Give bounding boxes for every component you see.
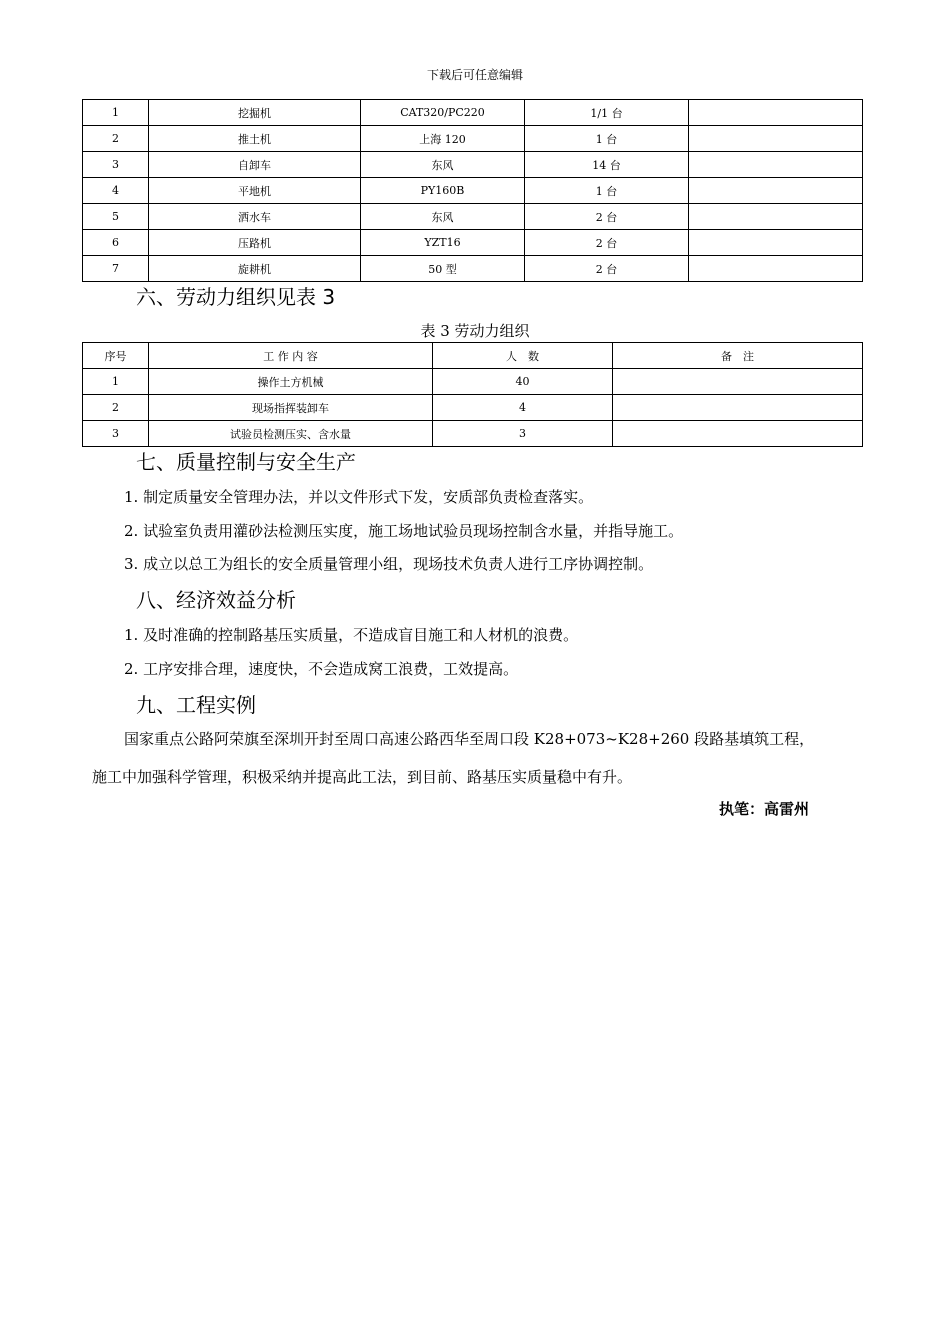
- header-cell: 序号: [83, 343, 149, 369]
- equipment-row: [83, 204, 863, 230]
- table-cell: [689, 100, 863, 126]
- table-cell: [613, 421, 863, 447]
- table-cell: 操作土方机械: [149, 369, 433, 395]
- table-cell: [689, 126, 863, 152]
- table-cell: 3: [83, 421, 149, 447]
- table-cell: 1 台: [525, 126, 689, 152]
- s7-item-2: 2. 试验室负责用灌砂法检测压实度，施工场地试验员现场控制含水量，并指导施工。: [124, 522, 684, 540]
- labor-header-row: [83, 343, 863, 369]
- table-3-caption: 表 3 劳动力组织: [420, 322, 530, 340]
- table-cell: 自卸车: [149, 152, 361, 178]
- author-signature: 执笔：高雷州: [719, 800, 810, 818]
- table-cell: YZT16: [361, 230, 525, 256]
- equipment-row: [83, 126, 863, 152]
- equipment-row: [83, 152, 863, 178]
- table-cell: 东风: [361, 152, 525, 178]
- table-cell: [613, 369, 863, 395]
- table-cell: 4: [83, 178, 149, 204]
- table-cell: 1/1 台: [525, 100, 689, 126]
- section-6-title: 六、劳动力组织见表 3: [136, 285, 336, 309]
- table-cell: [689, 204, 863, 230]
- table-cell: 3: [83, 152, 149, 178]
- table-cell: 现场指挥装卸车: [149, 395, 433, 421]
- table-cell: 旋耕机: [149, 256, 361, 282]
- table-cell: 挖掘机: [149, 100, 361, 126]
- table-cell: 4: [433, 395, 613, 421]
- table-cell: 东风: [361, 204, 525, 230]
- equipment-row: [83, 230, 863, 256]
- table-cell: 7: [83, 256, 149, 282]
- table-cell: 上海 120: [361, 126, 525, 152]
- table-cell: [689, 256, 863, 282]
- table-cell: PY160B: [361, 178, 525, 204]
- table-cell: 洒水车: [149, 204, 361, 230]
- page-header: 下载后可任意编辑: [426, 68, 523, 82]
- header-cell: 工 作 内 容: [149, 343, 433, 369]
- labor-table: [82, 342, 863, 447]
- s9-paragraph-line-2: 施工中加强科学管理，积极采纳并提高此工法，到目前、路基压实质量稳中有升。: [92, 768, 633, 786]
- header-cell: 人 数: [433, 343, 613, 369]
- s7-item-1: 1. 制定质量安全管理办法，并以文件形式下发，安质部负责检查落实。: [124, 488, 594, 506]
- table-cell: 推土机: [149, 126, 361, 152]
- table-cell: 2: [83, 395, 149, 421]
- labor-row: [83, 421, 863, 447]
- labor-row: [83, 369, 863, 395]
- table-cell: 试验员检测压实、含水量: [149, 421, 433, 447]
- table-cell: 1 台: [525, 178, 689, 204]
- table-cell: CAT320/PC220: [361, 100, 525, 126]
- table-cell: 压路机: [149, 230, 361, 256]
- equipment-row: [83, 256, 863, 282]
- table-cell: 1: [83, 369, 149, 395]
- s9-paragraph-line-1: 国家重点公路阿荣旗至深圳开封至周口高速公路西华至周口段 K28+073~K28+260 段路基填筑工程，: [124, 730, 815, 748]
- equipment-table: [82, 99, 863, 282]
- table-cell: 2 台: [525, 230, 689, 256]
- table-cell: 2 台: [525, 256, 689, 282]
- s8-item-2: 2. 工序安排合理，速度快，不会造成窝工浪费，工效提高。: [124, 660, 519, 678]
- equipment-row: [83, 178, 863, 204]
- table-cell: 40: [433, 369, 613, 395]
- table-cell: [689, 178, 863, 204]
- table-cell: 1: [83, 100, 149, 126]
- section-7-title: 七、质量控制与安全生产: [136, 450, 356, 474]
- s7-item-3: 3. 成立以总工为组长的安全质量管理小组，现场技术负责人进行工序协调控制。: [124, 555, 654, 573]
- table-cell: 14 台: [525, 152, 689, 178]
- section-8-title: 八、经济效益分析: [136, 588, 296, 612]
- header-cell: 备 注: [613, 343, 863, 369]
- table-cell: [689, 230, 863, 256]
- s8-item-1: 1. 及时准确的控制路基压实质量，不造成盲目施工和人材机的浪费。: [124, 626, 579, 644]
- section-9-title: 九、工程实例: [136, 693, 256, 717]
- equipment-row: [83, 100, 863, 126]
- labor-row: [83, 395, 863, 421]
- table-cell: [689, 152, 863, 178]
- table-cell: 3: [433, 421, 613, 447]
- table-cell: 6: [83, 230, 149, 256]
- table-cell: 2 台: [525, 204, 689, 230]
- table-cell: 2: [83, 126, 149, 152]
- table-cell: [613, 395, 863, 421]
- table-cell: 50 型: [361, 256, 525, 282]
- table-cell: 平地机: [149, 178, 361, 204]
- table-cell: 5: [83, 204, 149, 230]
